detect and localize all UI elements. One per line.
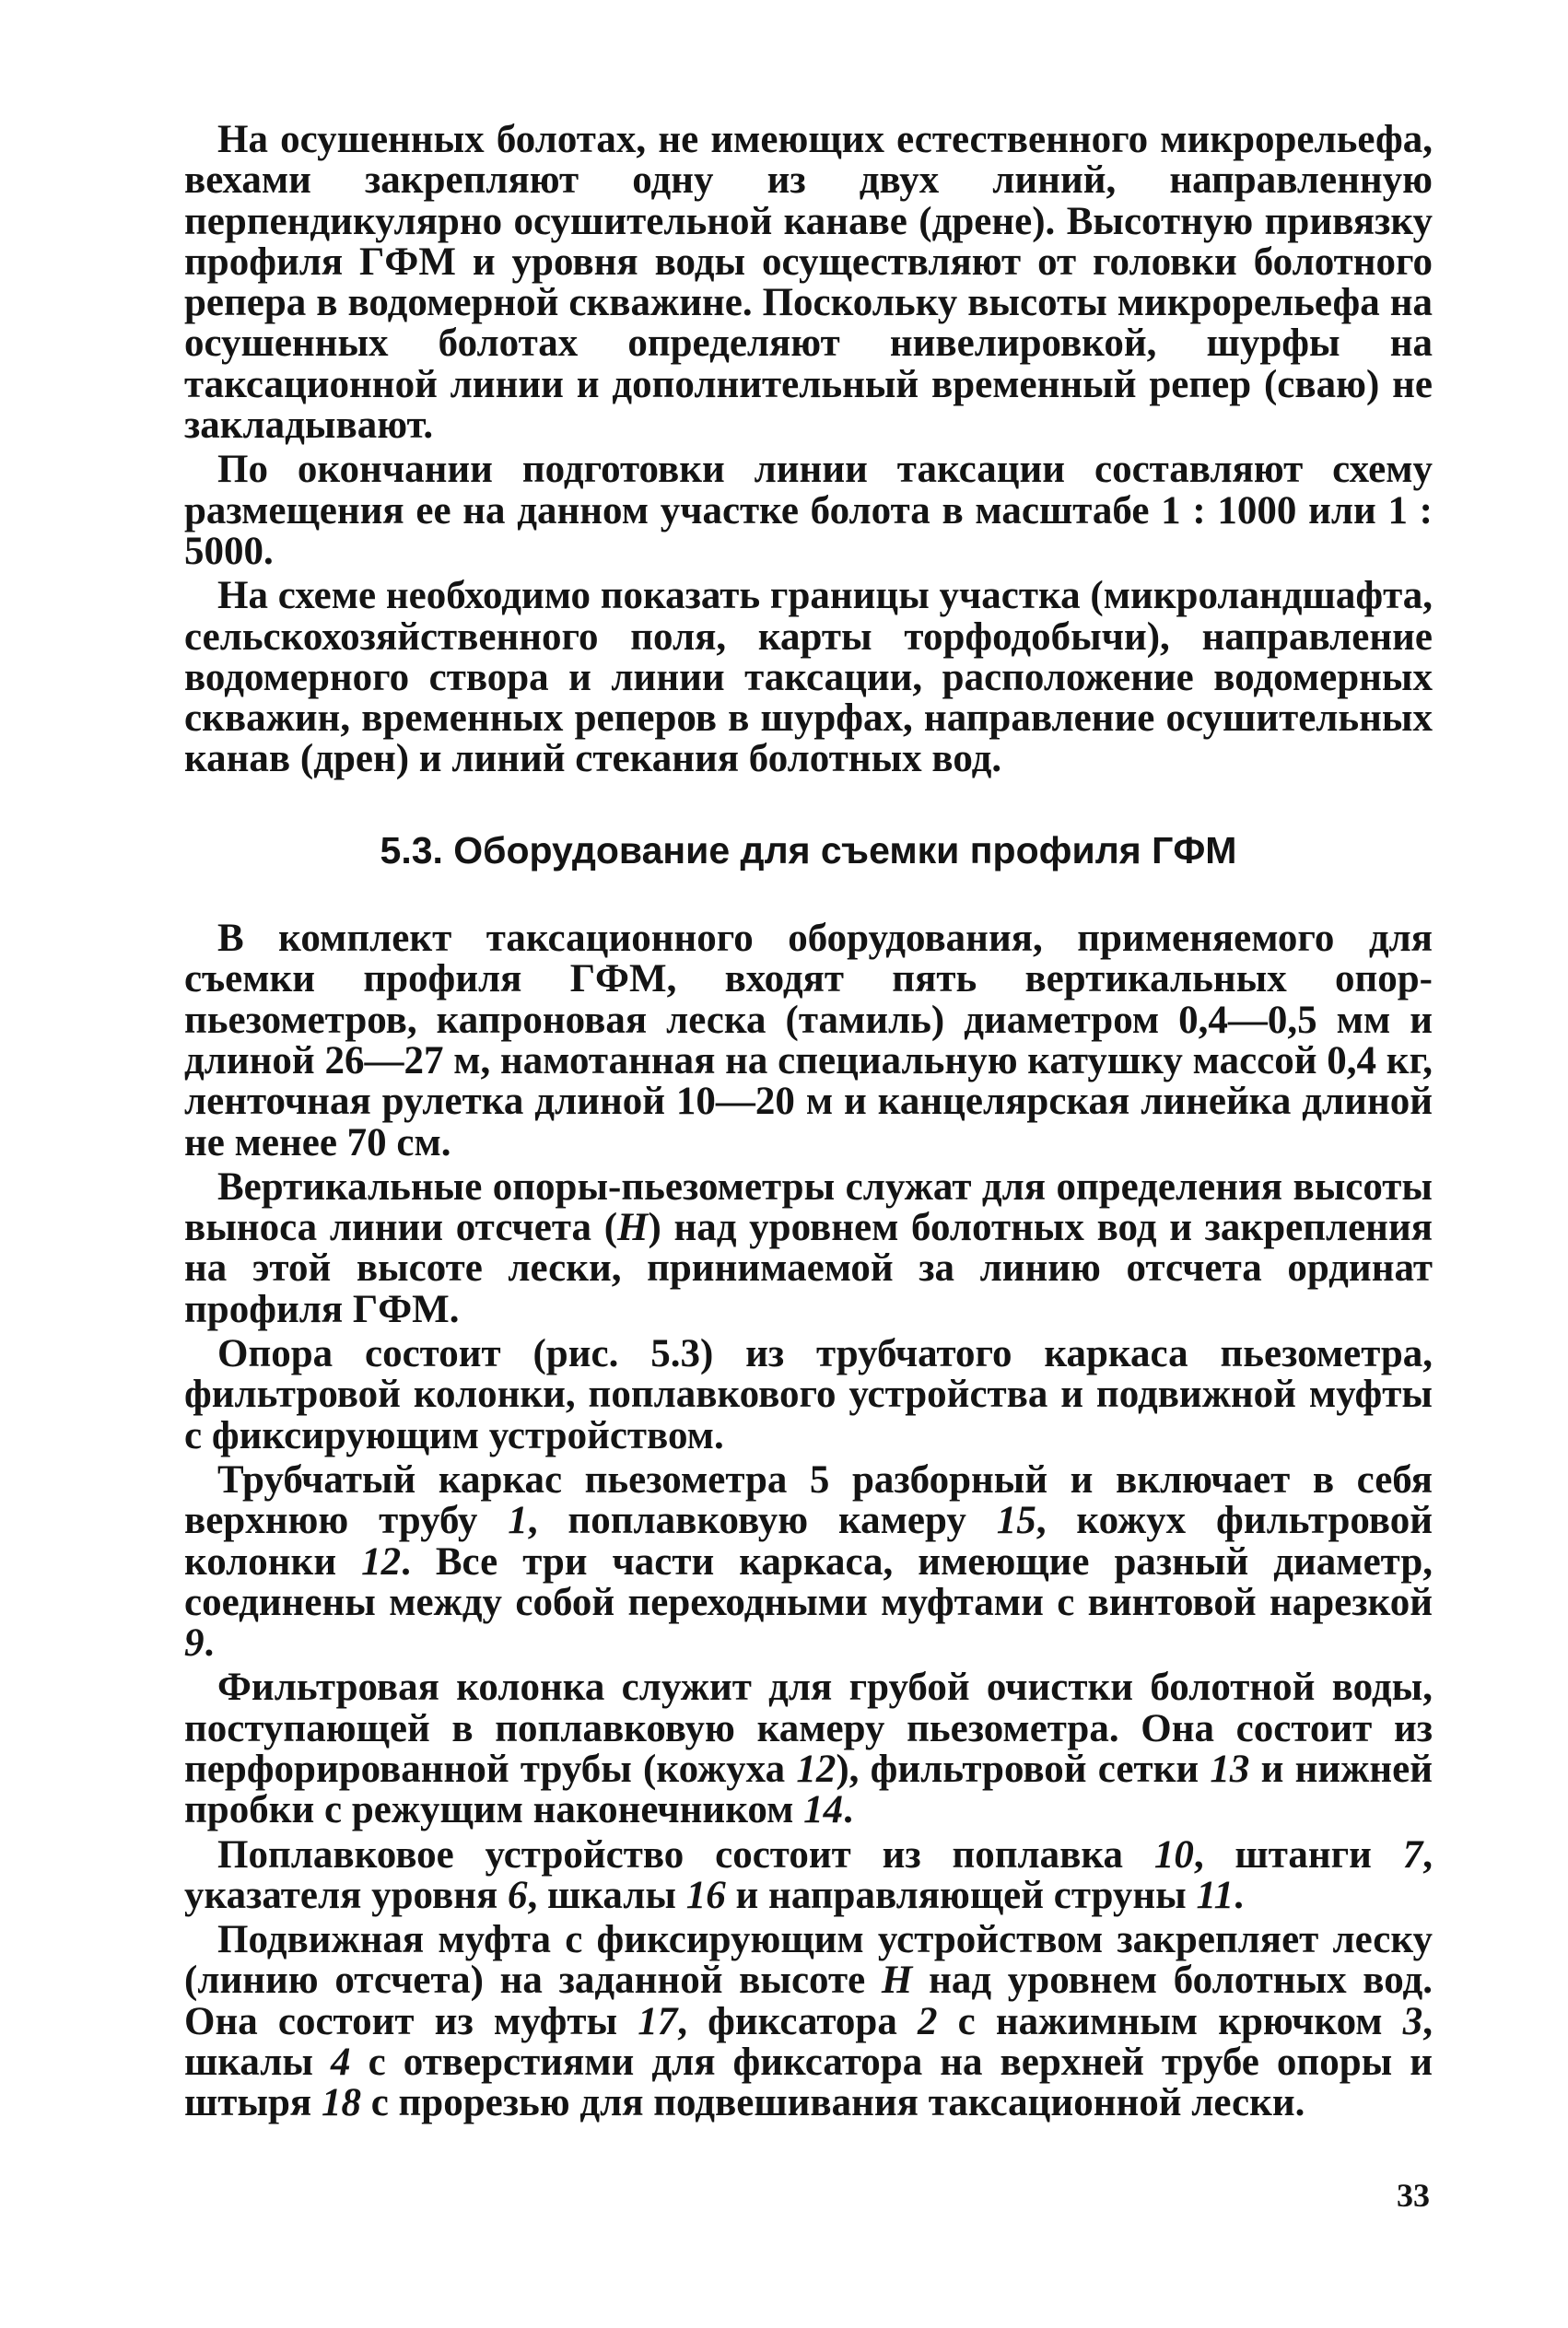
paragraph-support-structure: Опора состоит (рис. 5.3) из трубчатого каркаса пьезометра, фильтровой колонки, поплавкового устройства и подвижной муфты с фиксирующим устройством. (184, 1332, 1433, 1457)
text-run: , шкалы (527, 1873, 686, 1917)
text-run: . Все три части каркаса, имеющие разный диаметр, соединены между собой переходными муфтами с винтовой нарезкой (184, 1539, 1433, 1624)
text-run: с нажимным крючком (937, 1999, 1403, 2043)
ref-number: 12 (796, 1747, 837, 1791)
ref-number: 3 (1402, 1999, 1423, 2043)
text-run: и нижней пробки с режущим наконечником (184, 1747, 1433, 1832)
text-run: ), фильтровой сетки (836, 1747, 1211, 1791)
paragraph-drained-bogs: На осушенных болотах, не имеющих естественного микрорельефа, вехами закрепляют одну из двух линий, направленную перпендикулярно осушительной канаве (дрене). Высотную привязку профиля ГФМ и уровня воды осуществляют от головки болотного репера в водомерной скважине. Поскольку высоты микрорельефа на осушенных болотах определяют нивелировкой, шурфы на таксационной линии и дополнительный временный репер (сваю) не закладывают. (184, 118, 1433, 448)
symbol-h: Н (881, 1959, 913, 2003)
text-run: Фильтровая колонка служит для грубой очистки болотной воды, поступающей в поплавковую камеру пьезометра. Она состоит из перфорированной трубы (кожуха (184, 1666, 1433, 1791)
text-run: Поплавковое устройство состоит из поплавка (217, 1832, 1154, 1877)
text-run: и направляющей струны (725, 1873, 1197, 1917)
ref-number: 2 (918, 1999, 938, 2043)
symbol-h: Н (617, 1206, 649, 1250)
text-run: , поплавковую камеру (527, 1499, 997, 1543)
paragraph-equipment-set: В комплект таксационного оборудования, применяемого для съемки профиля ГФМ, входят пять вертикальных опор-пьезометров, капроновая леска (тамиль) диаметром 0,4—0,5 мм и длиной 26—27 м, намотанная на специальную катушку массой 0,4 кг, ленточная рулетка длиной 10—20 м и канцелярская линейка длиной не менее 70 см. (184, 917, 1433, 1164)
ref-number: 14 (803, 1788, 844, 1832)
paragraph-piezometers (184, 1164, 1433, 1331)
text-run: , кожух фильтровой колонки (184, 1499, 1433, 1584)
ref-number: 11 (1196, 1873, 1235, 1917)
ref-number: 7 (1402, 1832, 1423, 1877)
ref-number: 9 (184, 1621, 205, 1666)
ref-number: 12 (361, 1539, 402, 1584)
text-run: Вертикальные опоры-пьезометры служат для определения высоты выноса линии отсчета ( (184, 1164, 1433, 1250)
paragraph-movable-coupling (184, 1920, 1433, 2123)
page-body (184, 120, 1433, 2124)
paragraph-filter-column (184, 1667, 1433, 1831)
text-run: , штанги (1193, 1832, 1403, 1877)
text-run: . (204, 1621, 215, 1666)
ref-number: 1 (508, 1499, 528, 1543)
paragraph-float-device (184, 1832, 1433, 1917)
paragraph-scheme-contents: На схеме необходимо показать границы участка (микроландшафта, сельскохозяйственного поля, карты торфодобычи), направление водомерного створа и линии таксации, расположение водомерных скважин, временных реперов в шурфах, направление осушительных канав (дрен) и линий стекания болотных вод. (184, 574, 1433, 781)
text-run: , шкалы (184, 1999, 1433, 2085)
paragraph-scheme-scale: По окончании подготовки линии таксации составляют схему размещения ее на данном участке болота в масштабе 1 : 1000 или 1 : 5000. (184, 448, 1433, 573)
text-run: Подвижная муфта с фиксирующим устройством закрепляет леску (линию отсчета) на заданной высоте (184, 1918, 1433, 2003)
ref-number: 13 (1210, 1747, 1250, 1791)
ref-number: 16 (685, 1873, 726, 1917)
paragraph-tubular-frame (184, 1457, 1433, 1666)
ref-number: 15 (996, 1499, 1036, 1543)
ref-number: 4 (331, 2041, 351, 2085)
ref-number: 10 (1153, 1832, 1194, 1877)
section-heading: 5.3. Оборудование для съемки профиля ГФМ (380, 828, 1237, 872)
text-run: . (1234, 1873, 1244, 1917)
ref-number: 6 (508, 1873, 528, 1917)
text-run: . (843, 1788, 853, 1832)
text-run: над уровнем болотных вод. Она состоит из муфты (184, 1959, 1433, 2043)
text-run: ) над уровнем болотных вод и закрепления на этой высоте лески, принимаемой за линию отсчета ординат профиля ГФМ. (184, 1206, 1433, 1331)
text-run: с прорезью для подвешивания таксационной лески. (360, 2081, 1305, 2125)
text-run: , указателя уровня (184, 1832, 1433, 1917)
ref-number: 17 (638, 1999, 678, 2043)
text-run: Трубчатый каркас пьезометра 5 разборный и включает в себя верхнюю трубу (184, 1457, 1433, 1543)
text-run: , фиксатора (677, 1999, 918, 2043)
ref-number: 18 (321, 2081, 361, 2125)
text-run: с отверстиями для фиксатора на верхней трубе опоры и штыря (184, 2041, 1433, 2125)
page-number: 33 (1397, 2177, 1430, 2214)
